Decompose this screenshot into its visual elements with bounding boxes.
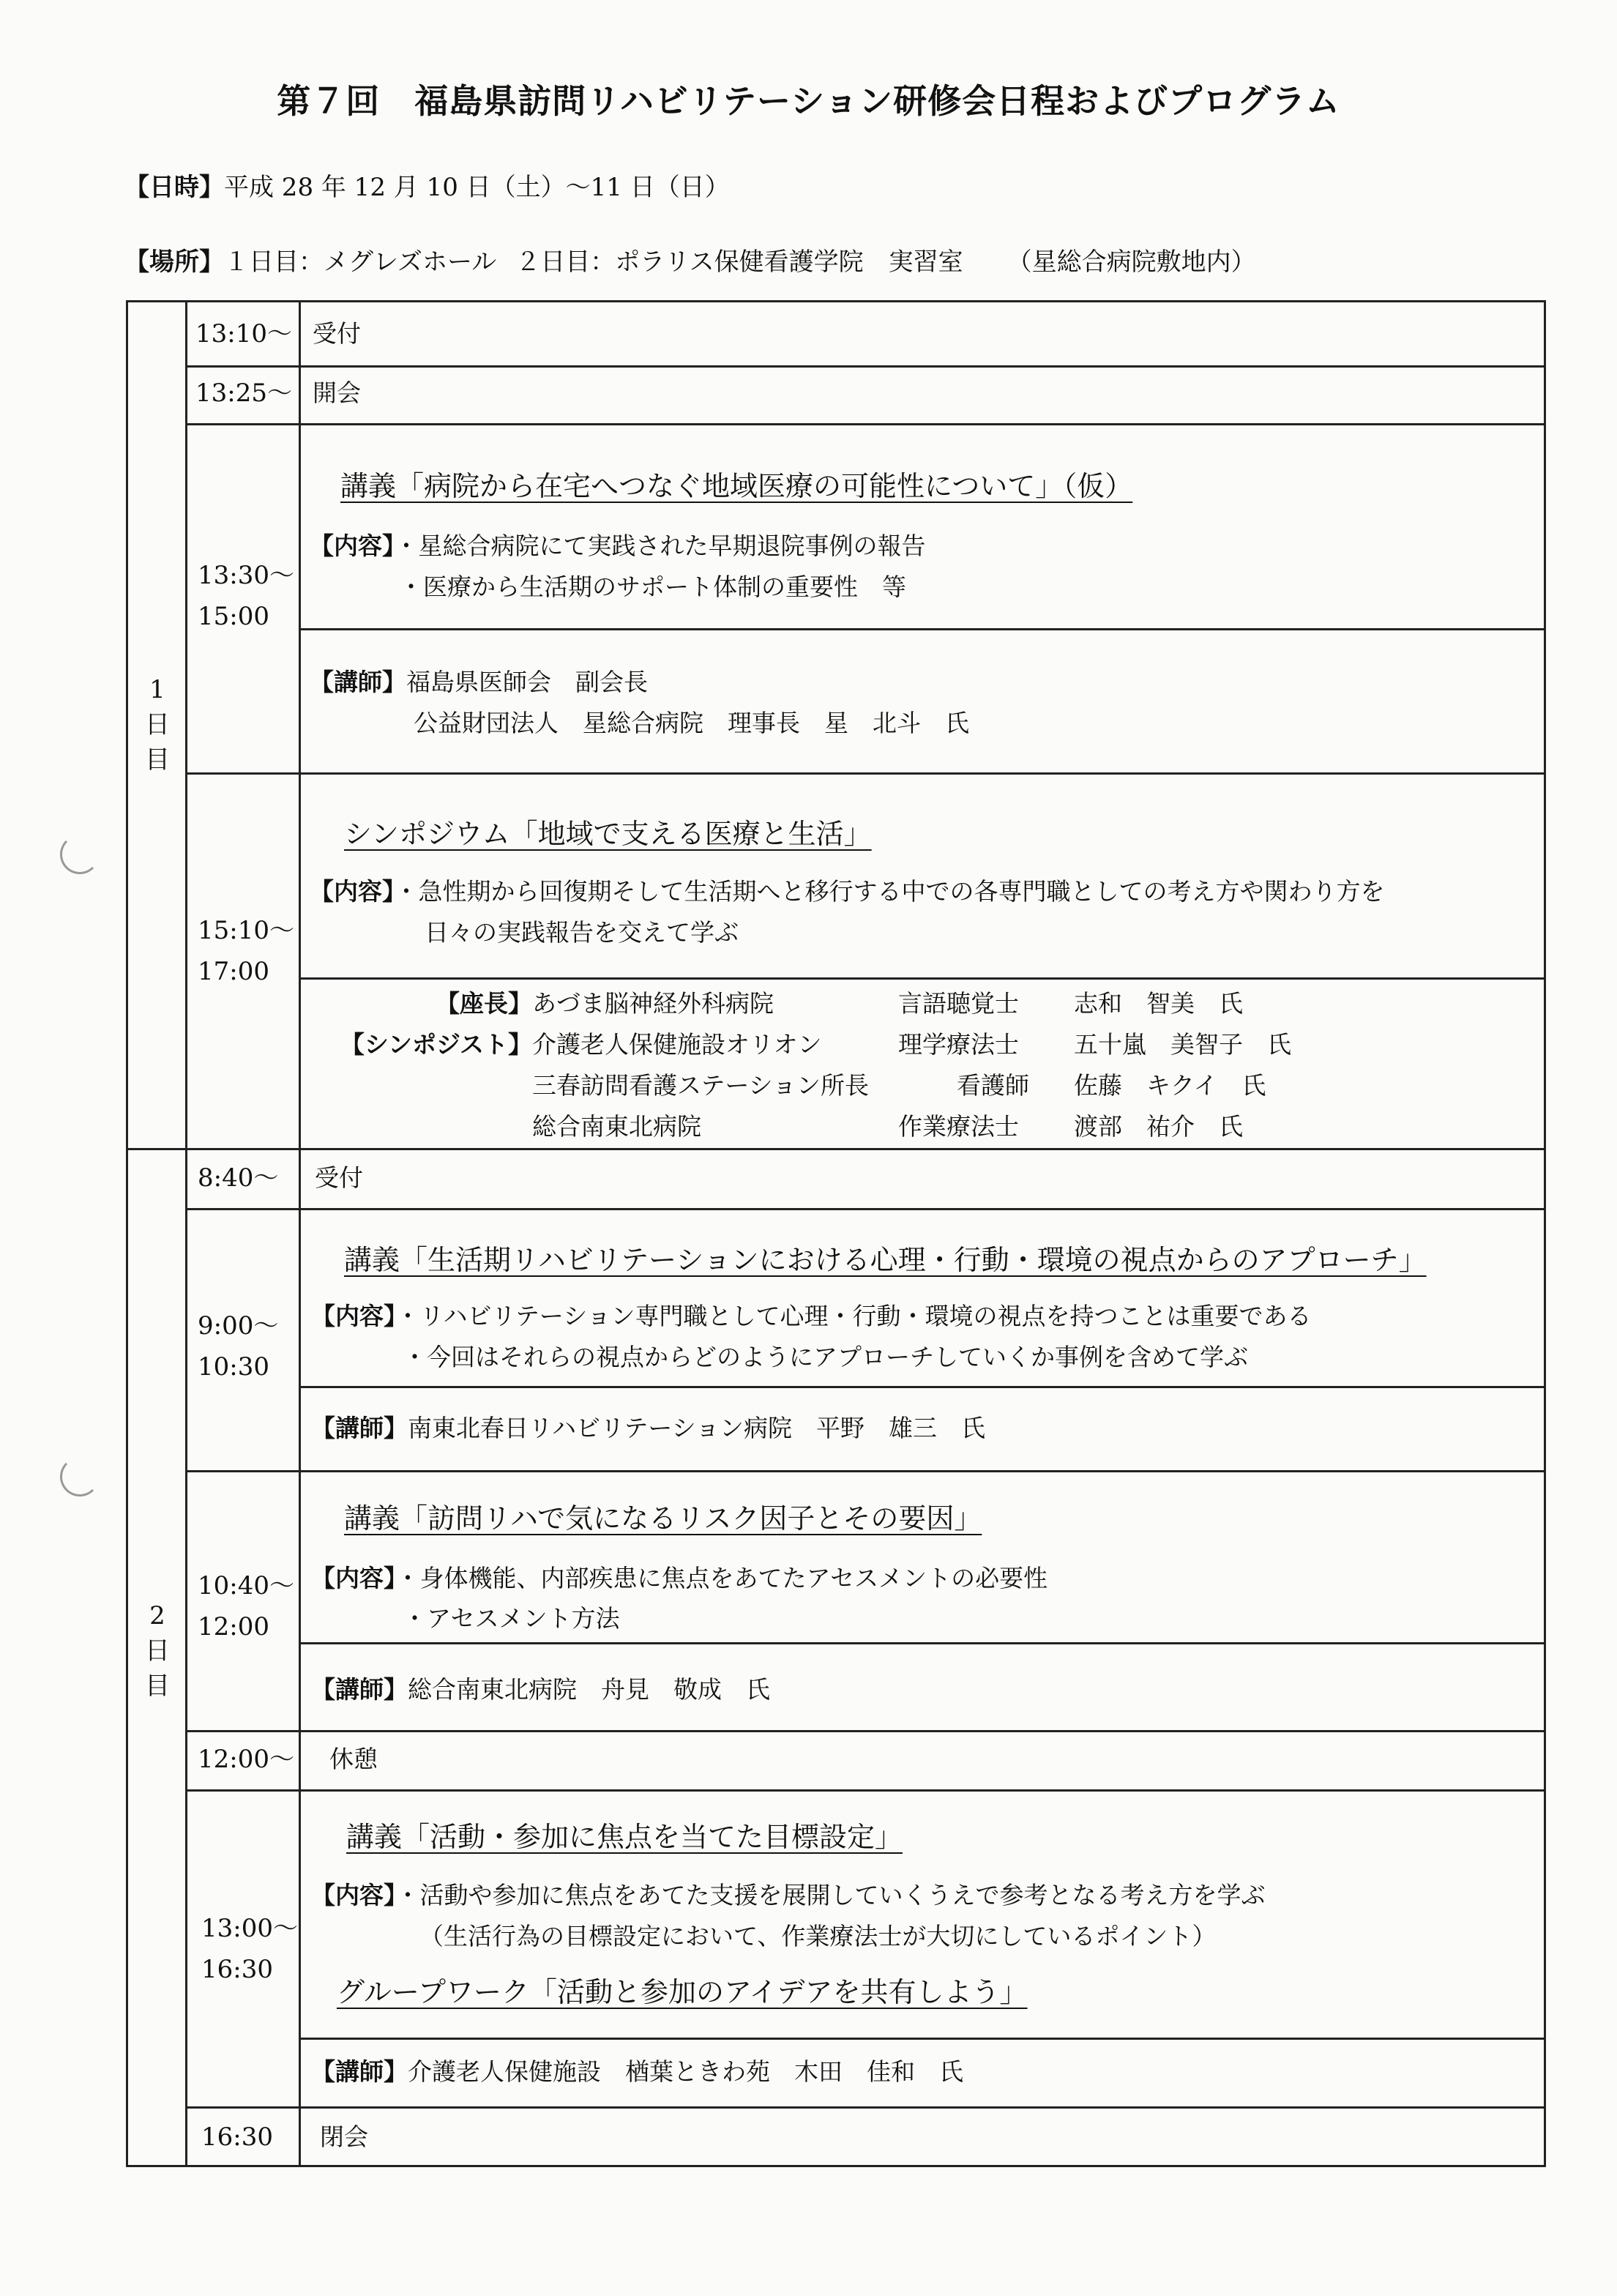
symposium-heading: シンポジウム「地域で支える医療と生活」 xyxy=(344,818,872,850)
reception-text: 受付 xyxy=(313,319,361,348)
time-cell: 9:00～ 10:30 xyxy=(198,1311,279,1382)
panelist-name: 渡部 祐介 氏 xyxy=(1074,1112,1243,1141)
panel-label: 【シンポジスト】 xyxy=(340,1030,532,1059)
lecturer-label: 【講師】 xyxy=(311,1414,408,1442)
page-title: 第７回 福島県訪問リハビリテーション研修会日程およびプログラム xyxy=(277,81,1340,121)
content-label: 【内容】 xyxy=(311,1564,396,1592)
lecturer-line xyxy=(311,1412,985,1445)
content-label: 【内容】 xyxy=(310,532,395,560)
lecture-heading: 講義「生活期リハビリテーションにおける心理・行動・環境の視点からのアプローチ」 xyxy=(344,1244,1427,1276)
content-line: ・アセスメント方法 xyxy=(403,1604,620,1633)
lecture-heading: 講義「病院から在宅へつなぐ地域医療の可能性について」（仮） xyxy=(340,470,1133,502)
closing-text: 閉会 xyxy=(320,2122,368,2151)
lecture-heading: 講義「訪問リハで気になるリスク因子とその要因」 xyxy=(344,1502,982,1535)
time-cell: 13:10～ xyxy=(195,319,292,348)
lecturer-line xyxy=(311,2055,963,2089)
content-line: 日々の実践報告を交えて学ぶ xyxy=(425,918,739,947)
reception-text: 受付 xyxy=(315,1163,363,1192)
content-line: ・今回はそれらの視点からどのようにアプローチしていくか事例を含めて学ぶ xyxy=(403,1343,1248,1371)
panelist-name: 佐藤 キクイ 氏 xyxy=(1074,1071,1266,1100)
content-label: 【内容】 xyxy=(310,877,395,906)
time-cell: 8:40～ xyxy=(198,1163,279,1193)
chair-name: 志和 智美 氏 xyxy=(1074,989,1243,1018)
panelist-org: 介護老人保健施設オリオン xyxy=(532,1030,822,1059)
content-label: 【内容】 xyxy=(311,1881,396,1909)
chair-label: 【座長】 xyxy=(436,989,532,1018)
lecturer-label: 【講師】 xyxy=(311,2057,408,2086)
panelist-role: 理学療法士 xyxy=(898,1030,1019,1059)
venue-day1: １日目：メグレズホール xyxy=(224,247,497,277)
chair-role: 言語聴覚士 xyxy=(898,989,1019,1018)
groupwork-heading: グループワーク「活動と参加のアイデアを共有しよう」 xyxy=(337,1976,1028,2008)
panelist-role: 作業療法士 xyxy=(898,1112,1019,1141)
datetime-line xyxy=(124,167,730,203)
content-line xyxy=(310,875,1385,909)
chair-org: あづま脳神経外科病院 xyxy=(532,989,774,1018)
panelist-line xyxy=(310,1110,1525,1144)
break-text: 休憩 xyxy=(329,1745,378,1773)
content-line: （生活行為の目標設定において、作業療法士が大切にしているポイント） xyxy=(419,1922,1217,1950)
content-line xyxy=(311,1562,1047,1595)
venue-line xyxy=(124,242,1256,277)
lecturer-label: 【講師】 xyxy=(311,1675,408,1704)
content-text: ・星総合病院にて実践された早期退院事例の報告 xyxy=(394,532,926,560)
panelist-role: 看護師 xyxy=(957,1071,1029,1100)
venue-label: 【場所】 xyxy=(124,247,224,277)
content-text: ・急性期から回復期そして生活期へと移行する中での各専門職としての考え方や関わり方を xyxy=(394,877,1385,906)
datetime-label: 【日時】 xyxy=(124,173,224,202)
opening-text: 開会 xyxy=(313,379,361,407)
content-line xyxy=(310,529,926,563)
content-line xyxy=(311,1879,1266,1912)
chair-line xyxy=(310,987,1525,1021)
lecturer-text: 総合南東北病院 舟見 敬成 氏 xyxy=(408,1675,770,1704)
lecturer-text: 南東北春日リハビリテーション病院 平野 雄三 氏 xyxy=(408,1414,986,1442)
binder-hole xyxy=(60,1457,100,1496)
time-cell: 13:25～ xyxy=(195,379,292,408)
time-cell: 12:00～ xyxy=(198,1745,294,1774)
panelist-line xyxy=(310,1028,1525,1062)
time-cell: 16:30 xyxy=(201,2122,273,2152)
content-text: ・身体機能、内部疾患に焦点をあてたアセスメントの必要性 xyxy=(395,1564,1048,1592)
time-cell: 13:30～ 15:00 xyxy=(198,561,294,631)
lecturer-line xyxy=(311,1673,770,1707)
lecturer-label: 【講師】 xyxy=(310,668,406,696)
day1-label: 1 日 目 xyxy=(145,675,170,775)
lecturer-text: 介護老人保健施設 楢葉ときわ苑 木田 佳和 氏 xyxy=(408,2057,963,2086)
venue-day2: ２日目：ポラリス保健看護学院 実習室 xyxy=(515,247,963,277)
day2-label: 2 日 目 xyxy=(145,1601,170,1701)
datetime-value: 平成 28 年 12 月 10 日（土）～11 日（日） xyxy=(224,173,730,202)
lecture-heading: 講義「活動・参加に焦点を当てた目標設定」 xyxy=(346,1821,903,1853)
lecturer-line: 公益財団法人 星総合病院 理事長 星 北斗 氏 xyxy=(414,709,969,737)
panelist-line xyxy=(310,1069,1525,1103)
panelist-org: 三春訪問看護ステーション所長 xyxy=(532,1071,870,1100)
content-line: ・医療から生活期のサポート体制の重要性 等 xyxy=(399,573,906,601)
content-label: 【内容】 xyxy=(311,1302,396,1330)
time-cell: 13:00～ 16:30 xyxy=(201,1914,298,1984)
schedule-table xyxy=(126,300,1546,2167)
panelist-org: 総合南東北病院 xyxy=(532,1112,701,1141)
panelist-name: 五十嵐 美智子 氏 xyxy=(1074,1030,1291,1059)
content-text: ・リハビリテーション専門職として心理・行動・環境の視点を持つことは重要である xyxy=(395,1302,1312,1330)
binder-hole xyxy=(60,835,100,874)
content-line xyxy=(311,1300,1312,1333)
time-cell: 10:40～ 12:00 xyxy=(198,1571,294,1641)
lecturer-text: 福島県医師会 副会長 xyxy=(406,668,648,696)
lecturer-line xyxy=(310,666,648,699)
venue-note: （星総合病院敷地内） xyxy=(1007,247,1256,277)
content-text: ・活動や参加に焦点をあてた支援を展開していくうえで参考となる考え方を学ぶ xyxy=(395,1881,1266,1909)
time-cell: 15:10～ 17:00 xyxy=(198,916,294,986)
